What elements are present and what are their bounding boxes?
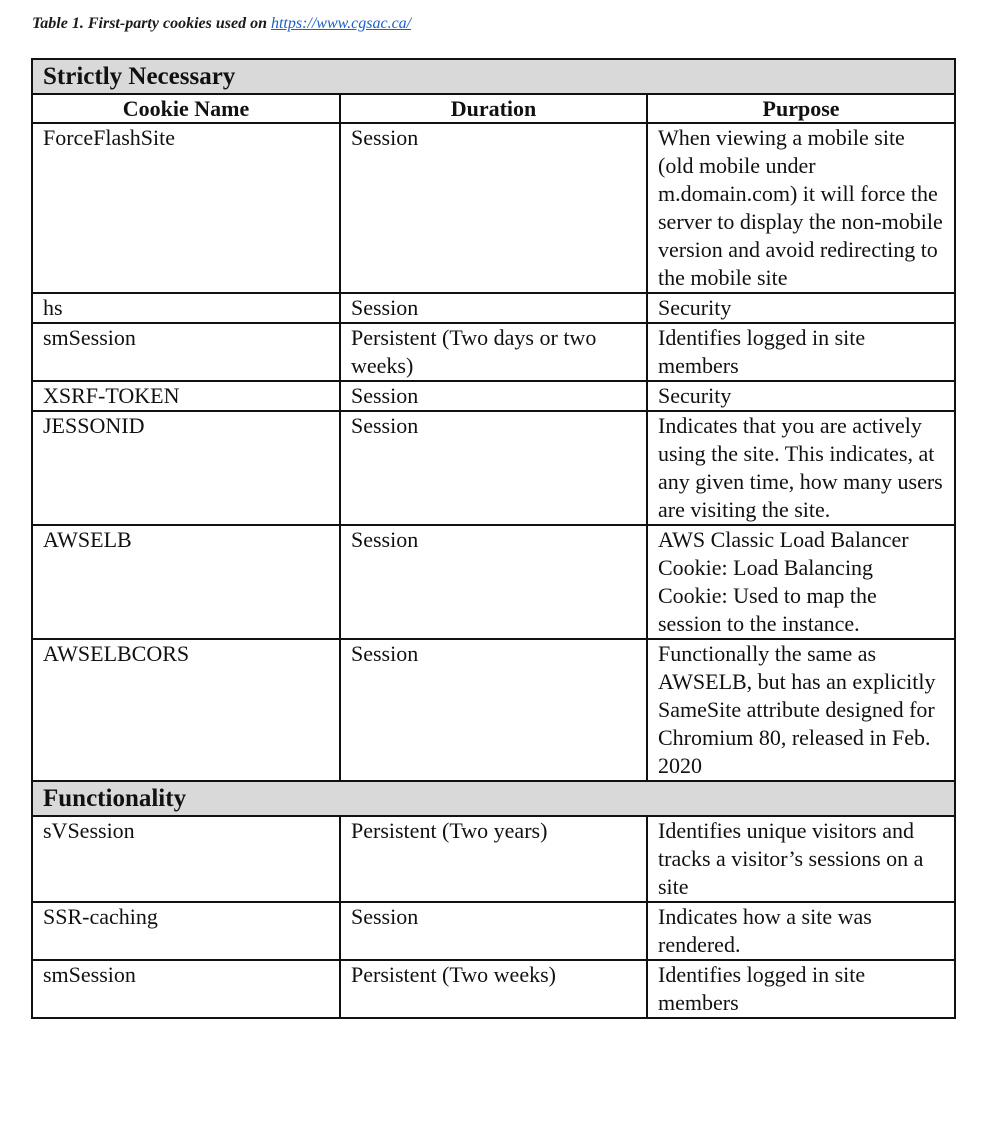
table-row bbox=[32, 293, 955, 323]
cookie-name-cell: XSRF-TOKEN bbox=[32, 381, 340, 411]
duration-cell: Persistent (Two years) bbox=[340, 816, 647, 902]
duration-cell: Session bbox=[340, 123, 647, 293]
section-header-row bbox=[32, 59, 955, 94]
caption-link[interactable]: https://www.cgsac.ca/ bbox=[270, 15, 412, 32]
table-row bbox=[32, 381, 955, 411]
table-row bbox=[32, 902, 955, 960]
section-title: Strictly Necessary bbox=[32, 59, 955, 94]
column-header-cookie-name: Cookie Name bbox=[32, 94, 340, 123]
duration-cell: Session bbox=[340, 381, 647, 411]
column-header-row bbox=[32, 94, 955, 123]
cookie-name-cell: AWSELBCORS bbox=[32, 639, 340, 781]
purpose-cell: AWS Classic Load Balancer Cookie: Load Balancing Cookie: Used to map the session to the instance. bbox=[647, 525, 955, 639]
table-caption bbox=[32, 15, 411, 33]
purpose-cell: Security bbox=[647, 293, 955, 323]
cookie-table bbox=[31, 58, 956, 1019]
duration-cell: Session bbox=[340, 411, 647, 525]
duration-cell: Persistent (Two weeks) bbox=[340, 960, 647, 1018]
column-header-duration: Duration bbox=[340, 94, 647, 123]
section-header-row bbox=[32, 781, 955, 816]
table-row bbox=[32, 411, 955, 525]
duration-cell: Persistent (Two days or two weeks) bbox=[340, 323, 647, 381]
purpose-cell: Security bbox=[647, 381, 955, 411]
cookie-name-cell: ForceFlashSite bbox=[32, 123, 340, 293]
caption-text: Table 1. First-party cookies used on bbox=[32, 15, 271, 32]
purpose-cell: Identifies logged in site members bbox=[647, 323, 955, 381]
table-row bbox=[32, 816, 955, 902]
duration-cell: Session bbox=[340, 639, 647, 781]
cookie-name-cell: SSR-caching bbox=[32, 902, 340, 960]
purpose-cell: Indicates that you are actively using the site. This indicates, at any given time, how many users are visiting the site. bbox=[647, 411, 955, 525]
duration-cell: Session bbox=[340, 902, 647, 960]
purpose-cell: Identifies unique visitors and tracks a visitor’s sessions on a site bbox=[647, 816, 955, 902]
section-title: Functionality bbox=[32, 781, 955, 816]
cookie-name-cell: smSession bbox=[32, 323, 340, 381]
purpose-cell: Identifies logged in site members bbox=[647, 960, 955, 1018]
cookie-name-cell: JESSONID bbox=[32, 411, 340, 525]
table-row bbox=[32, 525, 955, 639]
table-row bbox=[32, 323, 955, 381]
purpose-cell: Functionally the same as AWSELB, but has an explicitly SameSite attribute designed for Chromium 80, released in Feb. 2020 bbox=[647, 639, 955, 781]
purpose-cell: When viewing a mobile site (old mobile under m.domain.com) it will force the server to display the non-mobile version and avoid redirecting to the mobile site bbox=[647, 123, 955, 293]
cookie-name-cell: AWSELB bbox=[32, 525, 340, 639]
table-row bbox=[32, 123, 955, 293]
cookie-name-cell: sVSession bbox=[32, 816, 340, 902]
table-row bbox=[32, 639, 955, 781]
duration-cell: Session bbox=[340, 293, 647, 323]
purpose-cell: Indicates how a site was rendered. bbox=[647, 902, 955, 960]
duration-cell: Session bbox=[340, 525, 647, 639]
cookie-name-cell: smSession bbox=[32, 960, 340, 1018]
column-header-purpose: Purpose bbox=[647, 94, 955, 123]
cookie-name-cell: hs bbox=[32, 293, 340, 323]
table-row bbox=[32, 960, 955, 1018]
